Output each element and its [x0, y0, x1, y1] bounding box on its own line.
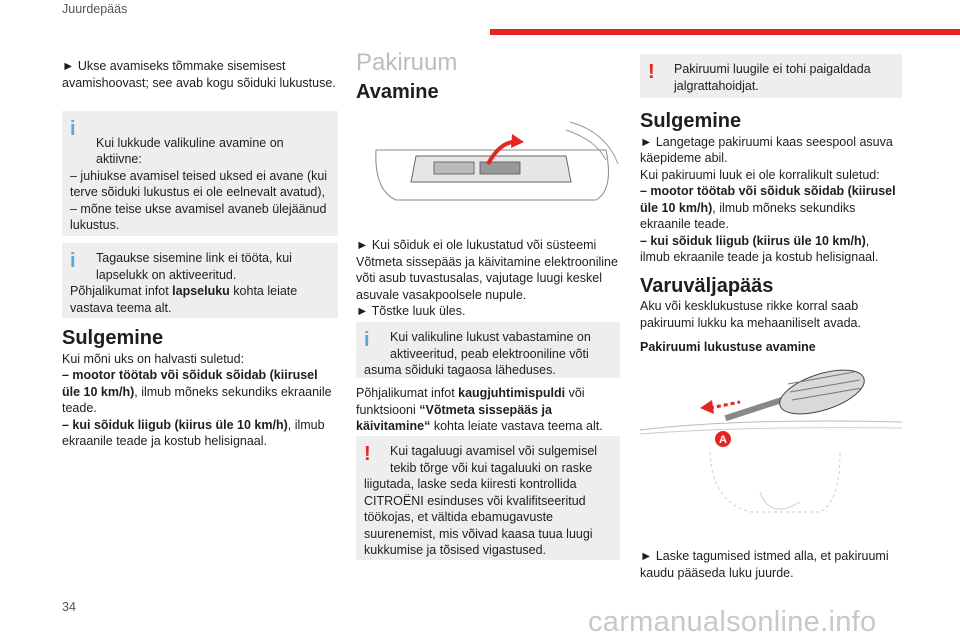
warning-exclamation-icon: !: [648, 61, 655, 83]
info-line: aktiivne:: [96, 152, 142, 166]
info-line: Kui valikuline lukust vabastamine on: [390, 330, 591, 344]
warning-text: liigutada, laske seda kiiresti kontrollida CITROËNI esinduses või kvalifitseeritud töökojas, et vältida ebamugavuste suurenemist, mis võivad kaasa tuua luugi kukkumise ja tõsised vigastused.: [364, 477, 593, 557]
info-text: asuma sõiduki tagaosa läheduses.: [364, 363, 556, 377]
warning-line: Kui tagaluugi avamisel või sulgemisel: [390, 444, 598, 458]
info-icon: i: [364, 329, 370, 351]
mid-reference: [356, 385, 620, 435]
info-line: aktiveeritud, peab elektrooniline võti: [390, 346, 589, 361]
closing-bullet-1-right: – mootor töötab või sõiduk sõidab (kiirusel üle 10 km/h), ilmub mõneks sekundiks ekraanile teade.: [640, 184, 896, 231]
mid-body: [356, 237, 620, 320]
emergency-text: Aku või kesklukustuse rikke korral saab pakiruumi lukku ka mehaaniliselt avada.: [640, 299, 861, 330]
paragraph-seats-down: ► Laske tagumised istmed alla, et pakiruumi kaudu pääseda luku juurde.: [640, 549, 889, 580]
warning-exclamation-icon: !: [364, 443, 371, 465]
right-closing: [640, 110, 902, 356]
info-box-child-lock: [62, 243, 338, 318]
header-section-title: Juurdepääs: [62, 2, 128, 16]
heading-varuvaljapaas: Varuväljapääs: [640, 274, 774, 297]
figure-tailgate-button: [356, 120, 620, 220]
info-line: lapselukk on aktiveeritud.: [96, 267, 237, 282]
right-bottom: [640, 548, 902, 581]
info-box-selective-unlock: [62, 111, 338, 236]
left-column: [62, 58, 338, 91]
closing-bullet-1: – mootor töötab või sõiduk sõidab (kiirusel üle 10 km/h), ilmub mõneks sekundiks ekraanile teade.: [62, 368, 332, 415]
reference-text: Põhjalikumat infot kaugjuhtimispuldi või funktsiooni “Võtmeta sissepääs ja käivitamine“ kohta leiate vastava teema alt.: [356, 386, 603, 433]
subheading-lock-release: Pakiruumi lukustuse avamine: [640, 340, 816, 354]
closing-bullet-2: – kui sõiduk liigub (kiirus üle 10 km/h), ilmub ekraanile teade ja kostub helisignaal.: [62, 417, 325, 448]
info-line: Tagaukse sisemine link ei tööta, kui: [96, 251, 292, 265]
left-closing-section: [62, 327, 338, 450]
paragraph-unlock-press: ► Kui sõiduk ei ole lukustatud või süsteemi Võtmeta sissepääs ja käivitamine elektrooniline võti asub tuvastusalas, vajutage luugi keskel asuvale vasakpoolsele nupule.: [356, 238, 618, 302]
heading-avamine: Avamine: [356, 80, 439, 103]
figure-lock-release: [640, 362, 902, 532]
paragraph-open-door: ► Ukse avamiseks tõmmake sisemisest avamishoovast; see avab kogu sõiduki lukustuse.: [62, 59, 336, 90]
info-icon: i: [70, 118, 76, 140]
page-number: 34: [62, 600, 76, 614]
closing-instruction: ► Langetage pakiruumi kaas seespool asuva käepideme abil.: [640, 134, 893, 165]
figure-label-a: A: [719, 434, 727, 446]
warning-box-bike-rack: [640, 54, 902, 98]
info-icon: i: [70, 250, 76, 272]
info-line: Kui lukkude valikuline avamine on: [96, 135, 284, 150]
watermark: carmanualsonline.info: [588, 606, 877, 638]
closing-intro-right: Kui pakiruumi luuk ei ole korralikult suletud:: [640, 167, 880, 182]
warning-box-tailgate: [356, 436, 620, 560]
warning-line: tekib tõrge või kui tagaluuki on raske: [390, 460, 593, 475]
paragraph-lift: ► Tõstke luuk üles.: [356, 304, 466, 318]
closing-bullet-2-right: – kui sõiduk liigub (kiirus üle 10 km/h), ilmub ekraanile teade ja kostub helisignaal.: [640, 233, 879, 264]
heading-sulgemine-right: Sulgemine: [640, 110, 742, 132]
warning-line: jalgrattahoidjat.: [674, 78, 759, 93]
header-accent-bar: [490, 29, 960, 35]
mid-top: [356, 49, 620, 103]
heading-pakiruum: Pakiruum: [356, 49, 458, 76]
heading-sulgemine: Sulgemine: [62, 327, 164, 349]
closing-intro: Kui mõni uks on halvasti suletud:: [62, 351, 245, 366]
info-text: Põhjalikumat infot lapseluku kohta leiate vastava teema alt.: [70, 284, 298, 315]
info-text: – juhiukse avamisel teised uksed ei avane (kui terve sõiduki lukustus ei ole eelnevalt avatud), – mõne teise ukse avamisel avaneb ülejäänud lukustus.: [70, 168, 328, 232]
info-box-selective-mid: [356, 322, 620, 378]
warning-line: Pakiruumi luugile ei tohi paigaldada: [674, 62, 871, 76]
